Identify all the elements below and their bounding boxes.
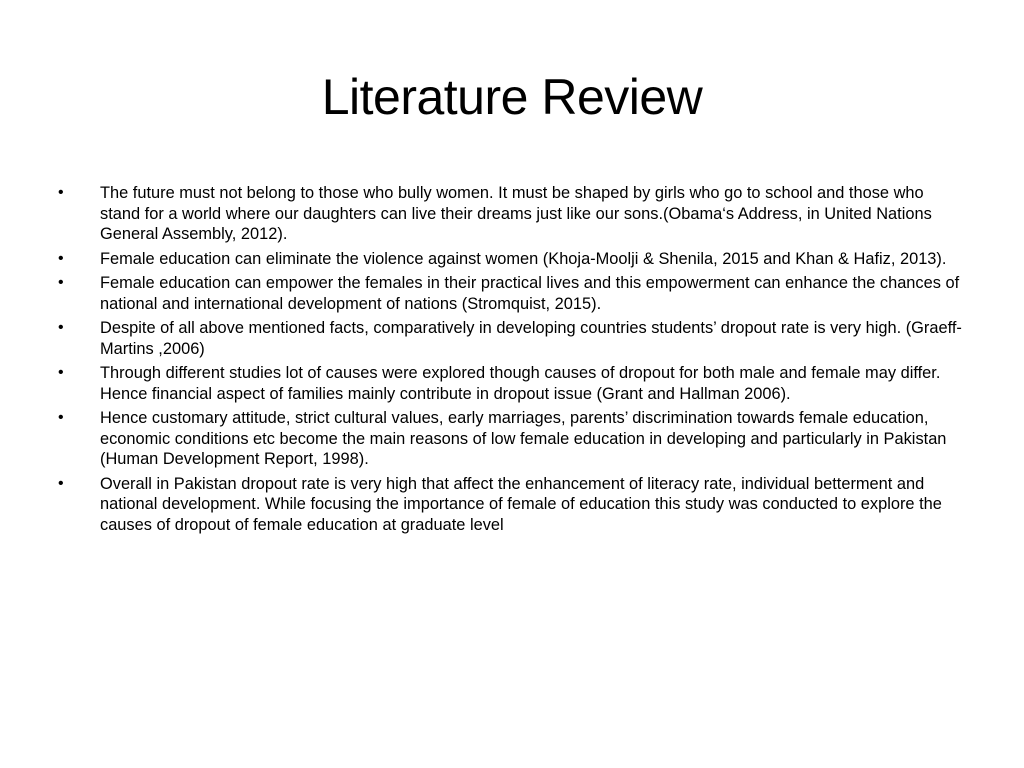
bullet-dot-icon: • [58,319,64,336]
bullet-text: Female education can empower the females in their practical lives and this empowerment can enhance the chances of national and international development of nations (Stromquist, 2015). [100,274,960,313]
bullet-text: Despite of all above mentioned facts, comparatively in developing countries students’ dropout rate is very high. (Graeff-Martins ,2006) [100,319,962,358]
bullet-item [58,474,963,536]
bullet-item [58,249,963,270]
bullet-text: Through different studies lot of causes were explored though causes of dropout for both male and female may differ. Hence financial aspect of families mainly contribute in dropout issue (Grant and Hallman 2006). [100,364,941,403]
bullet-item [58,273,963,314]
bullet-text: Overall in Pakistan dropout rate is very high that affect the enhancement of literacy rate, individual betterment and national development. While focusing the importance of female of education this study was conducted to explore the causes of dropout of female education at graduate level [100,474,942,534]
bullet-item [58,408,963,470]
bullet-list [58,183,963,539]
bullet-dot-icon: • [58,274,64,291]
bullet-text: Female education can eliminate the violence against women (Khoja-Moolji & Shenila, 2015 and Khan & Hafiz, 2013). [100,249,947,268]
bullet-item [58,363,963,404]
bullet-item [58,183,963,245]
bullet-dot-icon: • [58,249,64,267]
bullet-item [58,318,963,359]
bullet-text: The future must not belong to those who bully women. It must be shaped by girls who go to school and those who stand for a world where our daughters can live their dreams just like our sons.(Obama‘s Address, in United Nations General Assembly, 2012). [100,184,932,243]
bullet-dot-icon: • [58,474,64,492]
bullet-text: Hence customary attitude, strict cultural values, early marriages, parents’ discrimination towards female education, economic conditions etc become the main reasons of low female education in developing and particularly in Pakistan (Human Development Report, 1998). [100,409,947,468]
bullet-dot-icon: • [58,364,64,381]
bullet-dot-icon: • [58,409,64,426]
slide-title: Literature Review [321,69,703,125]
bullet-dot-icon: • [58,184,64,201]
